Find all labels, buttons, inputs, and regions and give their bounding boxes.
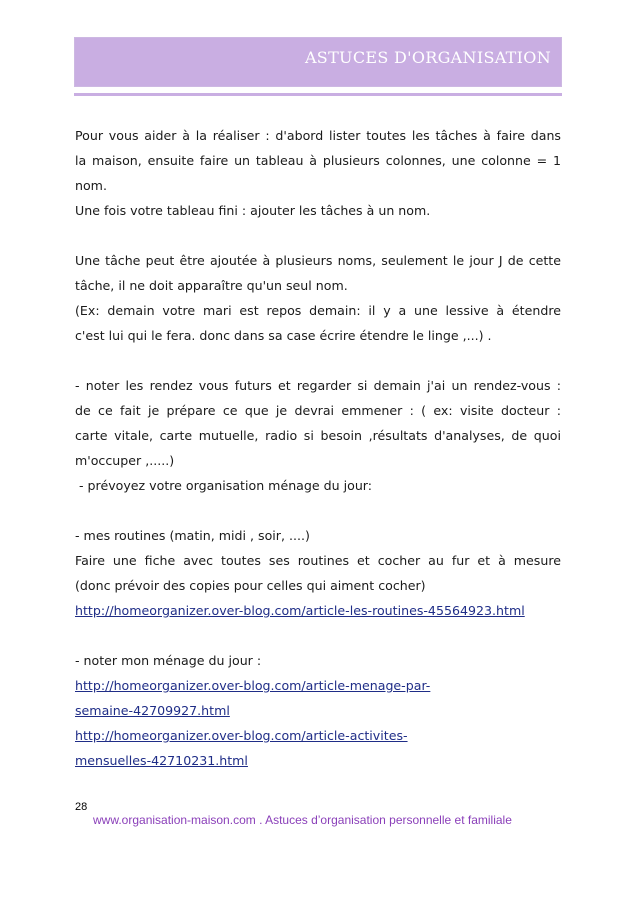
activites-link-part2[interactable]: mensuelles-42710231.html (75, 753, 248, 768)
paragraph-gap (75, 348, 561, 373)
menage-link-part2[interactable]: semaine-42709927.html (75, 703, 230, 718)
header-band (74, 37, 562, 87)
header-title: ASTUCES D'ORGANISATION (304, 48, 551, 67)
header-divider (74, 93, 562, 96)
paragraph-gap (75, 223, 561, 248)
paragraph-line: - noter les rendez vous futurs et regarder si demain j'ai un rendez-vous : (75, 378, 561, 393)
paragraph-line: tâche, il ne doit apparaître qu'un seul nom. (75, 278, 348, 293)
footer-site-text: www.organisation-maison.com . Astuces d’organisation personnelle et familiale (93, 813, 512, 827)
paragraph-gap (75, 623, 561, 648)
paragraph-line: carte vitale, carte mutuelle, radio si besoin ,résultats d'analyses, de quoi (75, 428, 561, 443)
paragraph-line: Pour vous aider à la réaliser : d'abord lister toutes les tâches à faire dans (75, 128, 561, 143)
paragraph-line: c'est lui qui le fera. donc dans sa case écrire étendre le linge ,...) . (75, 328, 492, 343)
routines-link[interactable]: http://homeorganizer.over-blog.com/article-les-routines-45564923.html (75, 603, 525, 618)
paragraph-line: la maison, ensuite faire un tableau à plusieurs colonnes, une colonne = 1 (75, 153, 561, 168)
paragraph-line: - noter mon ménage du jour : (75, 653, 262, 668)
page-number: 28 (75, 801, 88, 813)
paragraph-line: Faire une fiche avec toutes ses routines et cocher au fur et à mesure (75, 553, 561, 568)
menage-link-part1[interactable]: http://homeorganizer.over-blog.com/article-menage-par- (75, 678, 431, 693)
document-body (75, 123, 561, 773)
paragraph-line: - mes routines (matin, midi , soir, ....) (75, 528, 310, 543)
paragraph-line: (Ex: demain votre mari est repos demain: il y a une lessive à étendre (75, 303, 561, 318)
paragraph-line: (donc prévoir des copies pour celles qui aiment cocher) (75, 578, 426, 593)
paragraph-line: Une fois votre tableau fini : ajouter les tâches à un nom. (75, 203, 431, 218)
paragraph-line: nom. (75, 178, 107, 193)
paragraph-line: de ce fait je prépare ce que je devrai emmener : ( ex: visite docteur : (75, 403, 561, 418)
paragraph-line: - prévoyez votre organisation ménage du jour: (75, 478, 372, 493)
paragraph-line: m'occuper ,.....) (75, 453, 175, 468)
paragraph-line: Une tâche peut être ajoutée à plusieurs noms, seulement le jour J de cette (75, 253, 561, 268)
activites-link-part1[interactable]: http://homeorganizer.over-blog.com/article-activites- (75, 728, 408, 743)
paragraph-gap (75, 498, 561, 523)
